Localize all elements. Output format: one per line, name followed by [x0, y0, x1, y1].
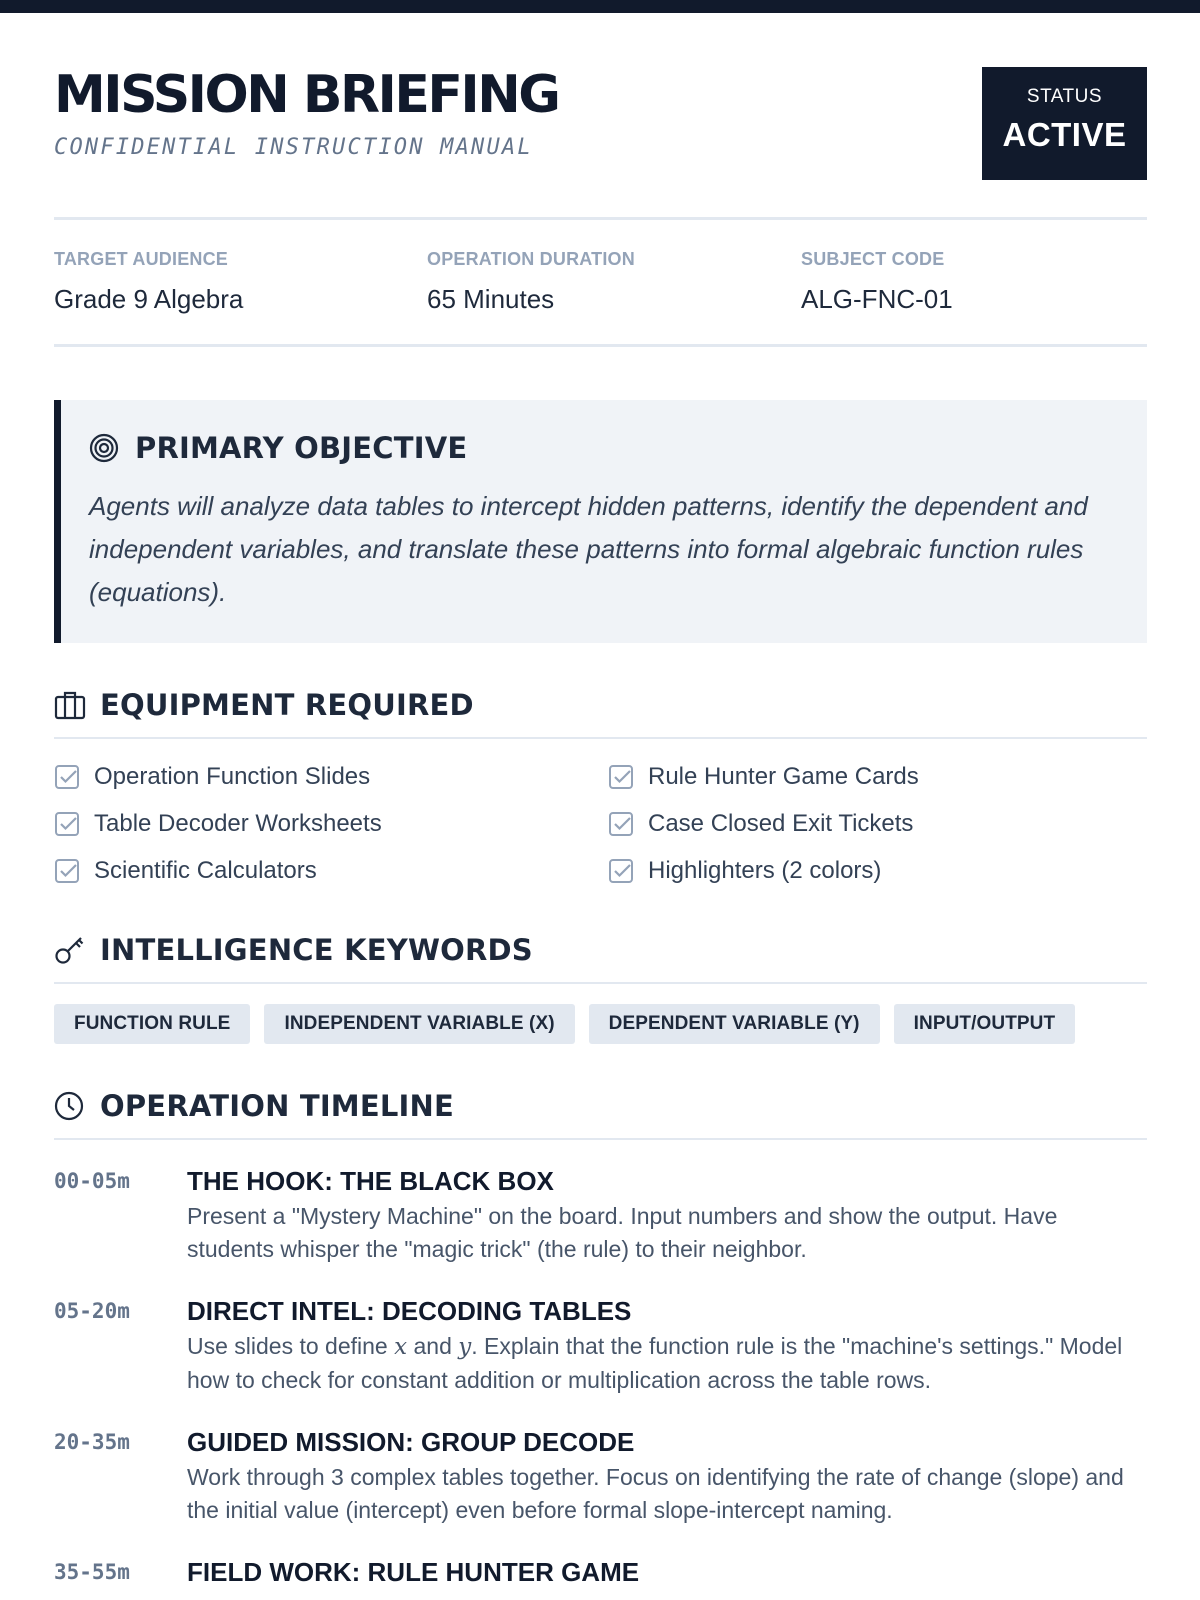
desc-text: and: [407, 1333, 459, 1359]
page-title: MISSION BRIEFING: [54, 65, 559, 125]
status-value: ACTIVE: [1002, 116, 1127, 153]
keyword-tag: INDEPENDENT VARIABLE (X): [264, 1004, 574, 1044]
checkbox-checked-icon: [608, 811, 634, 837]
equipment-label: Table Decoder Worksheets: [94, 810, 382, 837]
equipment-label: Case Closed Exit Tickets: [648, 810, 914, 837]
meta-label: OPERATION DURATION: [427, 249, 635, 269]
checkbox-checked-icon: [54, 764, 80, 790]
checkbox-checked-icon: [54, 858, 80, 884]
timeline-body: [187, 1164, 1147, 1266]
meta-subject-code: [801, 248, 953, 314]
page-subtitle: CONFIDENTIAL INSTRUCTION MANUAL: [54, 135, 533, 160]
equipment-label: Highlighters (2 colors): [648, 857, 882, 884]
equipment-list: [54, 760, 1147, 888]
meta-operation-duration: [427, 248, 635, 314]
timeline-item: [54, 1164, 1147, 1266]
list-item: [54, 760, 608, 794]
meta-label: TARGET AUDIENCE: [54, 249, 228, 269]
briefcase-icon: [54, 690, 84, 720]
timeline-section: [54, 1084, 1147, 1589]
keywords-head: [54, 928, 1147, 984]
keywords-section: [54, 928, 1147, 1044]
header: [54, 13, 1147, 217]
timeline-body: [187, 1425, 1147, 1527]
list-item: [608, 807, 1147, 841]
keyword-tag: FUNCTION RULE: [54, 1004, 250, 1044]
timeline-item: [54, 1425, 1147, 1527]
timeline-item-title: FIELD WORK: RULE HUNTER GAME: [187, 1557, 640, 1587]
meta-row: [54, 217, 1147, 347]
desc-text: Use slides to define: [187, 1333, 395, 1359]
variable-x: x: [394, 1334, 408, 1360]
timeline-item-desc: [187, 1330, 1147, 1397]
keywords-title: INTELLIGENCE KEYWORDS: [100, 933, 533, 967]
timeline-body: [187, 1294, 1147, 1397]
timeline-head: [54, 1084, 1147, 1140]
timeline-item-desc: Present a "Mystery Machine" on the board. Input numbers and show the output. Have students whisper the "magic trick" (the rule) to their neighbor.: [187, 1203, 1058, 1262]
keyword-tag: DEPENDENT VARIABLE (Y): [589, 1004, 880, 1044]
checkbox-checked-icon: [54, 811, 80, 837]
primary-objective: [54, 400, 1147, 643]
timeline-item: [54, 1555, 1147, 1589]
key-icon: [54, 935, 84, 965]
timeline-body: [187, 1555, 1147, 1589]
checkbox-checked-icon: [608, 858, 634, 884]
status-label: STATUS: [1026, 86, 1103, 107]
timeline-item: [54, 1294, 1147, 1397]
timeline-time: 20-35m: [54, 1430, 130, 1454]
timeline-item-title: THE HOOK: THE BLACK BOX: [187, 1166, 554, 1196]
equipment-head: [54, 683, 1147, 739]
equipment-label: Scientific Calculators: [94, 857, 317, 884]
list-item: [608, 760, 1147, 794]
target-icon: [89, 433, 119, 463]
timeline-list: [54, 1164, 1147, 1589]
equipment-title: EQUIPMENT REQUIRED: [100, 688, 474, 722]
meta-target-audience: [54, 248, 243, 314]
timeline-time: 05-20m: [54, 1299, 130, 1323]
checkbox-checked-icon: [608, 764, 634, 790]
desc-text: . Explain that the function rule is the "machine's settings." Model how to check for constant addition or multiplication across the table rows.: [187, 1333, 1123, 1393]
variable-y: y: [458, 1334, 472, 1360]
timeline-item-title: DIRECT INTEL: DECODING TABLES: [187, 1296, 632, 1326]
timeline-item-desc: Work through 3 complex tables together. Focus on identifying the rate of change (slope) and the initial value (intercept) even before formal slope-intercept naming.: [187, 1464, 1124, 1523]
objective-title: PRIMARY OBJECTIVE: [135, 431, 468, 465]
meta-value: 65 Minutes: [427, 284, 555, 314]
timeline-item-title: GUIDED MISSION: GROUP DECODE: [187, 1427, 635, 1457]
document-content: [54, 13, 1147, 1600]
clock-icon: [54, 1091, 84, 1121]
equipment-section: [54, 683, 1147, 888]
meta-value: Grade 9 Algebra: [54, 284, 244, 314]
timeline-title: OPERATION TIMELINE: [100, 1089, 455, 1123]
timeline-time: 00-05m: [54, 1169, 130, 1193]
meta-value: ALG-FNC-01: [801, 284, 953, 314]
equipment-label: Operation Function Slides: [94, 763, 371, 790]
meta-label: SUBJECT CODE: [801, 249, 945, 269]
list-item: [54, 854, 608, 888]
timeline-time: 35-55m: [54, 1560, 130, 1584]
keyword-list: [54, 1004, 1147, 1044]
list-item: [608, 854, 1147, 888]
list-item: [54, 807, 608, 841]
objective-head: [89, 430, 1117, 466]
keyword-tag: INPUT/OUTPUT: [894, 1004, 1076, 1044]
status-badge: [982, 67, 1147, 180]
equipment-label: Rule Hunter Game Cards: [648, 763, 919, 790]
objective-text: Agents will analyze data tables to intercept hidden patterns, identify the dependent and independent variables, and translate these patterns into formal algebraic function rules (equations).: [89, 491, 1088, 607]
top-bar: [0, 0, 1200, 13]
